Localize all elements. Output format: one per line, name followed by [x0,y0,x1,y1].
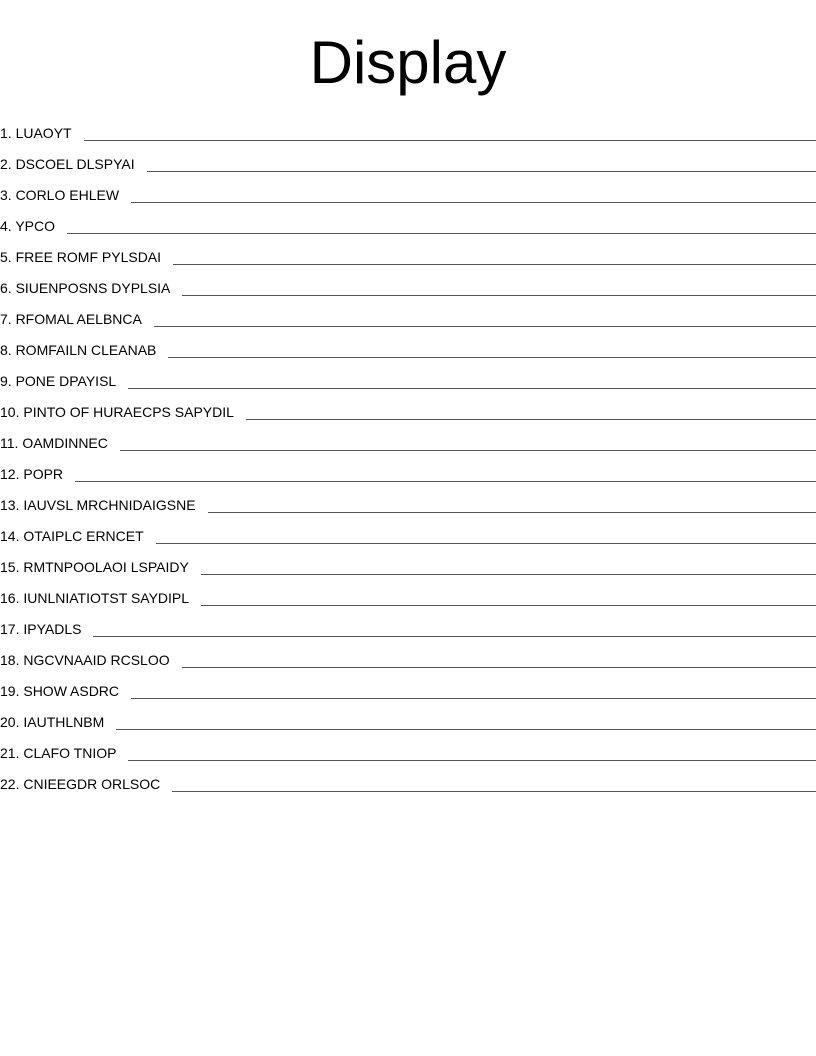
answer-line[interactable] [156,543,816,544]
list-item [0,391,816,422]
list-item [0,763,816,794]
answer-line[interactable] [201,574,816,575]
list-item [0,546,816,577]
list-item [0,608,816,639]
list-item [0,112,816,143]
scrambled-word: 1. LUAOYT [0,125,72,141]
answer-line[interactable] [154,326,816,327]
scrambled-word: 14. OTAIPLC ERNCET [0,528,144,544]
list-item [0,298,816,329]
scrambled-word: 21. CLAFO TNIOP [0,745,117,761]
list-item [0,515,816,546]
list-item [0,639,816,670]
scrambled-word: 4. YPCO [0,218,55,234]
scrambled-word: 17. IPYADLS [0,621,82,637]
list-item [0,701,816,732]
list-item [0,143,816,174]
answer-line[interactable] [131,698,816,699]
list-item [0,577,816,608]
scrambled-word: 19. SHOW ASDRC [0,683,120,699]
answer-line[interactable] [93,636,816,637]
scrambled-word: 12. POPR [0,466,64,482]
answer-line[interactable] [131,202,816,203]
list-item [0,484,816,515]
answer-line[interactable] [84,140,816,141]
answer-line[interactable] [208,512,816,513]
scrambled-word: 7. RFOMAL AELBNCA [0,311,142,327]
scrambled-word: 20. IAUTHLNBM [0,714,105,730]
scrambled-word: 2. DSCOEL DLSPYAI [0,156,135,172]
scrambled-word: 3. CORLO EHLEW [0,187,120,203]
answer-line[interactable] [67,233,816,234]
answer-line[interactable] [128,760,816,761]
answer-line[interactable] [147,171,816,172]
answer-line[interactable] [116,729,816,730]
scrambled-word: 15. RMTNPOOLAOI LSPAIDY [0,559,189,575]
scrambled-word: 22. CNIEEGDR ORLSOC [0,776,161,792]
answer-line[interactable] [173,264,816,265]
answer-line[interactable] [120,450,816,451]
answer-line[interactable] [246,419,816,420]
list-item [0,670,816,701]
list-item [0,732,816,763]
list-item [0,205,816,236]
scrambled-word: 11. OAMDINNEC [0,435,108,451]
page-title: Display [309,29,507,96]
scrambled-word: 8. ROMFAILN CLEANAB [0,342,157,358]
list-item [0,329,816,360]
answer-line[interactable] [182,667,816,668]
answer-line[interactable] [172,791,816,792]
list-item [0,236,816,267]
answer-line[interactable] [75,481,816,482]
list-item [0,422,816,453]
answer-line[interactable] [168,357,816,358]
answer-line[interactable] [182,295,816,296]
answer-line[interactable] [128,388,816,389]
scrambled-word: 10. PINTO OF HURAECPS SAPYDIL [0,404,234,420]
scrambled-word: 5. FREE ROMF PYLSDAI [0,249,162,265]
scrambled-word: 18. NGCVNAAID RCSLOO [0,652,170,668]
list-item [0,360,816,391]
scrambled-word: 9. PONE DPAYISL [0,373,117,389]
scrambled-word: 6. SIUENPOSNS DYPLSIA [0,280,171,296]
word-scramble-list [0,112,816,794]
list-item [0,267,816,298]
scrambled-word: 16. IUNLNIATIOTST SAYDIPL [0,590,190,606]
list-item [0,174,816,205]
list-item [0,453,816,484]
scrambled-word: 13. IAUVSL MRCHNIDAIGSNE [0,497,196,513]
answer-line[interactable] [201,605,816,606]
